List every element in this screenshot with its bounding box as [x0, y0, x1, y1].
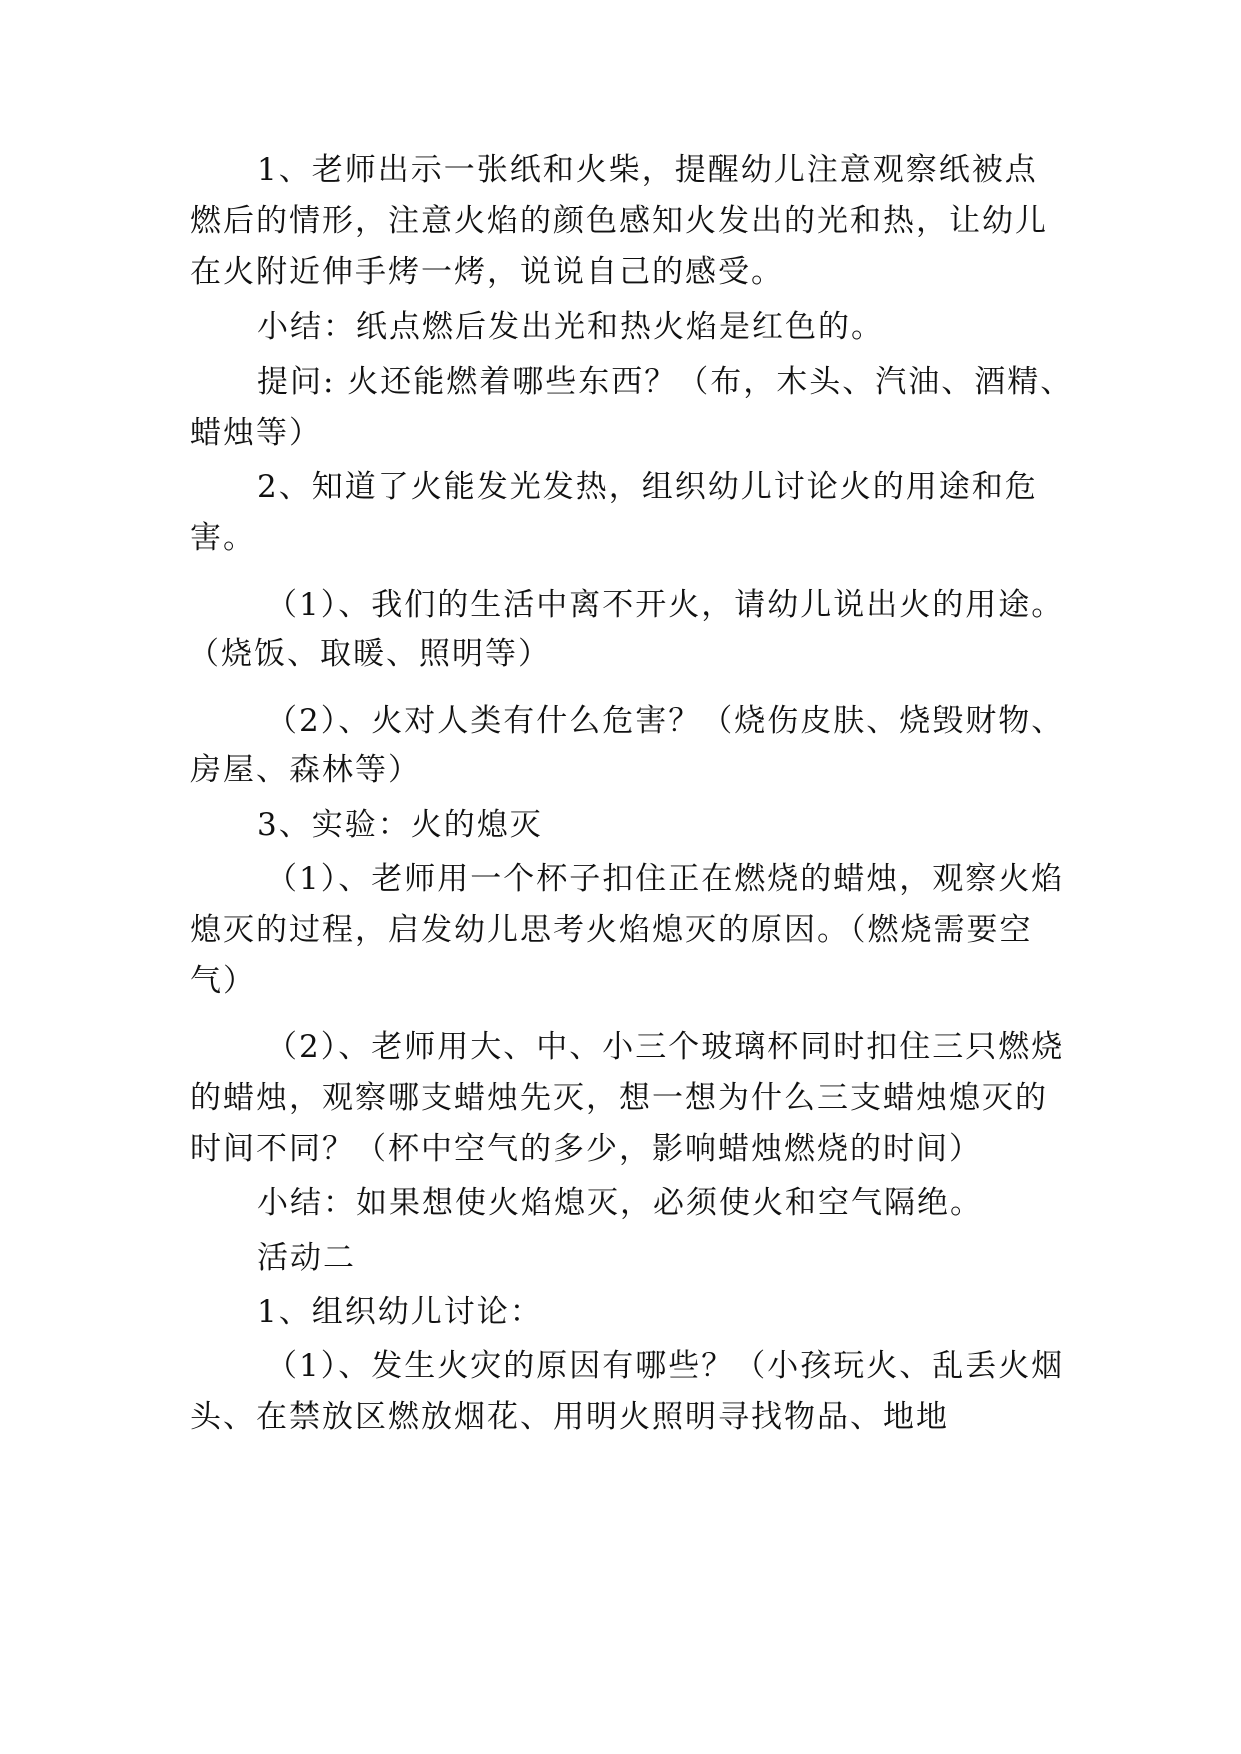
- text-line: 活动二: [257, 1240, 356, 1276]
- text-line: 的蜡烛，观察哪支蜡烛先灭，想一想为什么三支蜡烛熄灭的: [190, 1080, 1048, 1116]
- text-line: 提问: 火还能燃着哪些东西？（布，木头、汽油、酒精、: [257, 364, 1074, 400]
- text-line: 蜡烛等）: [190, 415, 322, 451]
- text-line: （2）、火对人类有什么危害？（烧伤皮肤、烧毁财物、: [266, 703, 1065, 739]
- text-line: 头、在禁放区燃放烟花、用明火照明寻找物品、地地: [190, 1399, 949, 1435]
- text-line: 时间不同？（杯中空气的多少，影响蜡烛燃烧的时间）: [190, 1131, 982, 1167]
- text-line: 3、实验：火的熄灭: [257, 807, 543, 843]
- text-line: 1、组织幼儿讨论：: [257, 1294, 543, 1330]
- text-line: 1、老师出示一张纸和火柴，提醒幼儿注意观察纸被点: [257, 152, 1038, 188]
- text-line: 气）: [190, 963, 256, 999]
- text-line: 小结：如果想使火焰熄灭，必须使火和空气隔绝。: [257, 1185, 983, 1221]
- text-line: 燃后的情形，注意火焰的颜色感知火发出的光和热，让幼儿: [190, 203, 1048, 239]
- text-line: 2、知道了火能发光发热，组织幼儿讨论火的用途和危: [257, 469, 1038, 505]
- text-line: 在火附近伸手烤一烤，说说自己的感受。: [190, 254, 784, 290]
- text-line: 房屋、森林等）: [190, 752, 421, 788]
- text-line: （1）、发生火灾的原因有哪些？（小孩玩火、乱丢火烟: [266, 1348, 1065, 1384]
- text-line: （2）、老师用大、中、小三个玻璃杯同时扣住三只燃烧: [266, 1029, 1065, 1065]
- text-line: 熄灭的过程，启发幼儿思考火焰熄灭的原因。（燃烧需要空: [190, 912, 1033, 948]
- text-line: （烧饭、取暖、照明等）: [188, 636, 551, 672]
- text-line: 小结：纸点燃后发出光和热火焰是红色的。: [257, 309, 884, 345]
- text-line: （1）、我们的生活中离不开火，请幼儿说出火的用途。: [266, 587, 1065, 623]
- text-line: （1）、老师用一个杯子扣住正在燃烧的蜡烛，观察火焰: [266, 861, 1065, 897]
- text-line: 害。: [190, 520, 256, 556]
